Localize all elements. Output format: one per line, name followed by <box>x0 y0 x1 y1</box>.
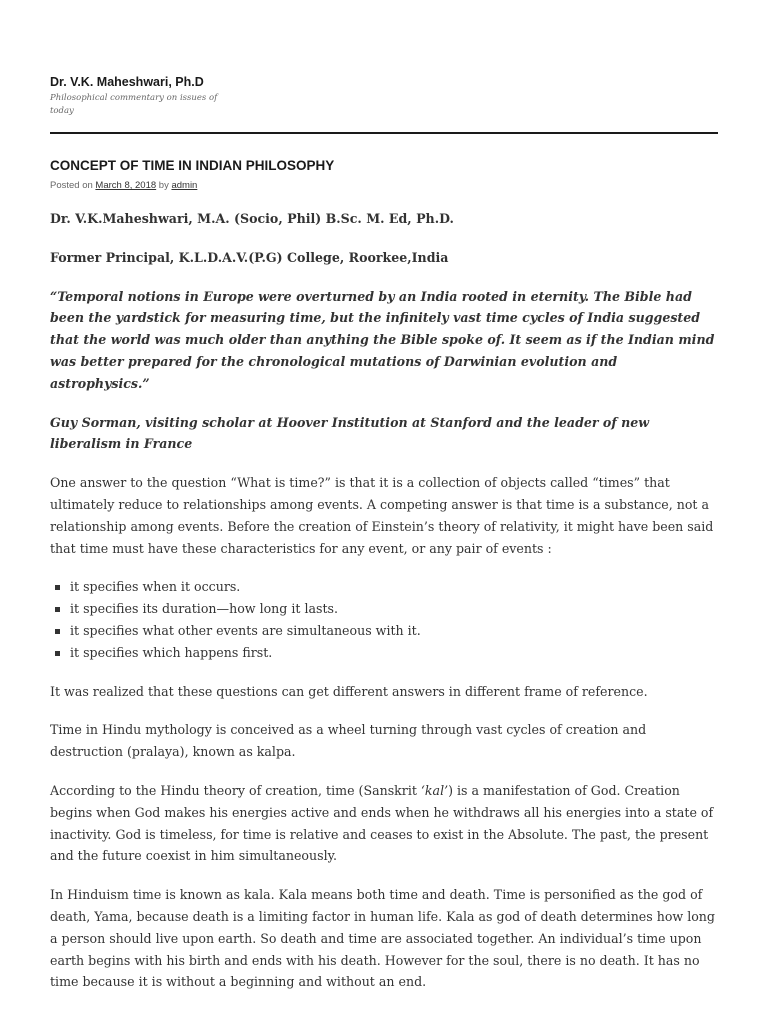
site-header <box>50 70 718 118</box>
site-title-link[interactable]: Dr. V.K. Maheshwari, Ph.D <box>50 75 204 89</box>
post-title: CONCEPT OF TIME IN INDIAN PHILOSOPHY <box>50 158 335 173</box>
list-item <box>70 598 720 620</box>
list-item <box>70 620 720 642</box>
quote-attribution: Guy Sorman, visiting scholar at Hoover Institution at Stanford and the leader of new liberalism in France <box>50 414 650 452</box>
list-item-text: it specifies its duration—how long it lasts. <box>70 601 338 617</box>
post-meta <box>50 179 720 192</box>
bullet-icon <box>55 651 60 656</box>
kal-term: ‘kal’ <box>420 782 449 798</box>
position-line: Former Principal, K.L.D.A.V.(P.G) College, Roorkee,India <box>50 249 449 265</box>
quote-paragraph: “Temporal notions in Europe were overturned by an India rooted in eternity. The Bible had been the yardstick for measuring time, but the infinitely vast time cycles of India suggested that the world was much older than anything the Bible spoke of. It seem as if the Indian mind was better prepared for the chronological mutations of Darwinian evolution and astrophysics.” <box>50 288 715 391</box>
paragraph-hindu-mythology: Time in Hindu mythology is conceived as a wheel turning through vast cycles of creation and destruction (pralaya), known as kalpa. <box>50 722 647 760</box>
list-item <box>70 642 720 664</box>
article <box>50 156 720 1010</box>
list-item-text: it specifies which happens first. <box>70 644 273 660</box>
para4-end: ) is a manifestation of God. Creation begins when God makes his energies active and ends when he withdraws all his energies into a state of inactivity. God is timeless, for time is relative and ceases to exist in the Absolute. The past, the present and the future coexist in him simultaneously. <box>50 782 714 864</box>
paragraph-what-is-time: One answer to the question “What is time?” is that it is a collection of objects called “times” that ultimately reduce to relationships among events. A competing answer is that time is a substance, not a relationship among events. Before the creation of Einstein’s theory of relativity, it might have been said that time must have these characteristics for any event, or any pair of events : <box>50 475 714 556</box>
list-item-text: it specifies what other events are simultaneous with it. <box>70 622 421 638</box>
list-item-text: it specifies when it occurs. <box>70 579 241 595</box>
bullet-icon <box>55 585 60 590</box>
paragraph-frame-of-reference: It was realized that these questions can get different answers in different frame of reference. <box>50 683 648 699</box>
paragraph-hindu-creation <box>50 780 720 867</box>
author-link[interactable]: admin <box>171 180 198 191</box>
time-characteristics-list <box>50 576 720 663</box>
bullet-icon <box>55 629 60 634</box>
author-line: Dr. V.K.Maheshwari, M.A. (Socio, Phil) B.Sc. M. Ed, Ph.D. <box>50 211 454 226</box>
bullet-icon <box>55 607 60 612</box>
posted-on-label: Posted on <box>50 180 96 191</box>
paragraph-kala: In Hinduism time is known as kala. Kala means both time and death. Time is personified as the god of death, Yama, because death is a limiting factor in human life. Kala as god of death determines how long a person should live upon earth. So death and time are associated together. An individual’s time upon earth begins with his birth and ends with his death. However for the soul, there is no death. It has no time because it is without a beginning and without an end. <box>50 887 715 990</box>
by-label: by <box>156 180 172 191</box>
header-divider <box>50 132 718 134</box>
post-content <box>50 208 720 993</box>
site-description: Philosophical commentary on issues of today <box>50 93 218 116</box>
post-date-link[interactable]: March 8, 2018 <box>95 180 157 191</box>
list-item <box>70 576 720 598</box>
para4-start: According to the Hindu theory of creation, time (Sanskrit <box>50 782 421 798</box>
